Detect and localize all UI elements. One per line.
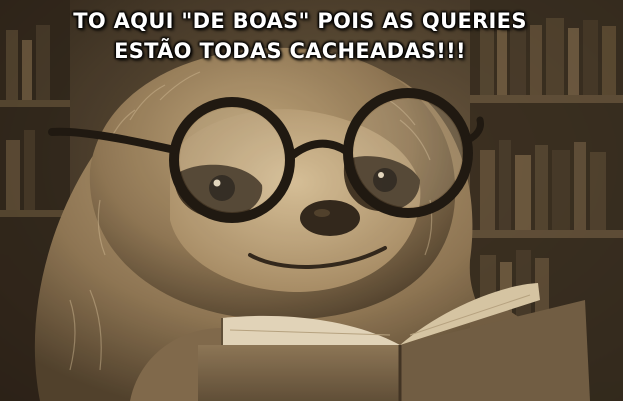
caption-line-2: ESTÃO TODAS CACHEADAS!!! — [114, 39, 466, 63]
meme-caption — [0, 6, 600, 66]
caption-line-1: TO AQUI "DE BOAS" POIS AS QUERIES — [73, 9, 527, 33]
